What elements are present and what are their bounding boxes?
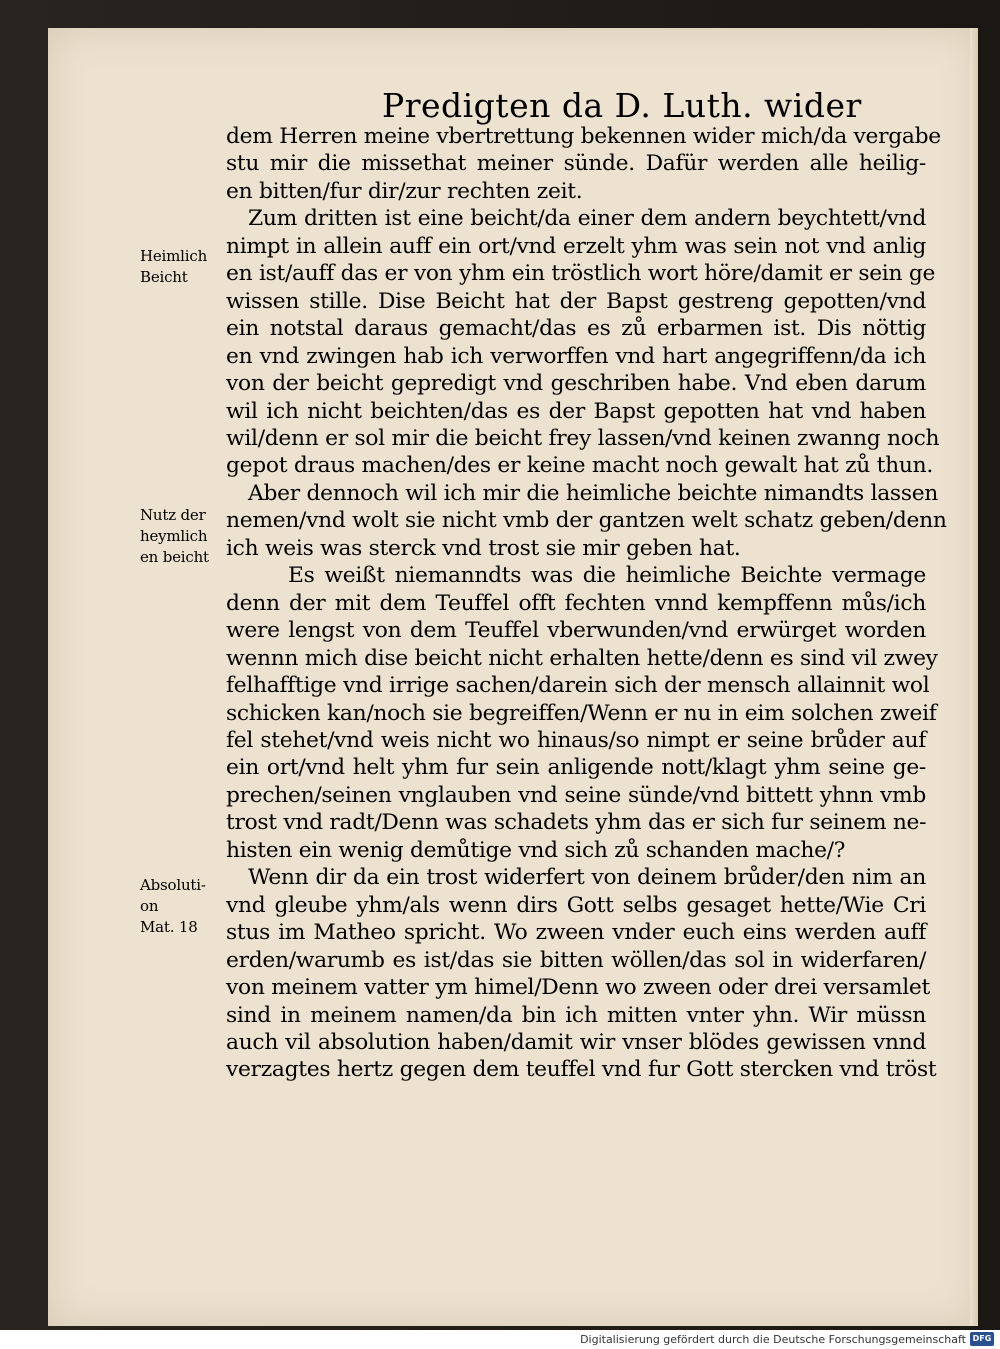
text-line: gepot draus machen/des er keine macht noch gewalt hat zů thun. xyxy=(226,453,933,479)
text-line: vnd gleube yhm/als wenn dirs Gott selbs gesaget hette/Wie Cri xyxy=(226,892,926,918)
text-line: sind in meinem namen/da bin ich mitten vnter yhn. Wir müssn xyxy=(226,1002,926,1028)
text-line: fel stehet/vnd weis nicht wo hinaus/so nimpt er seine brůder auf xyxy=(226,727,926,753)
text-line: wennn mich dise beicht nicht erhalten hette/denn es sind vil zwey xyxy=(226,645,938,671)
text-line: felhafftige vnd irrige sachen/darein sich der mensch allainnit wol xyxy=(226,673,930,699)
text-line: nemen/vnd wolt sie nicht vmb der gantzen welt schatz geben/denn xyxy=(226,508,947,534)
text-line: en ist/auff das er von yhm ein tröstlich wort höre/damit er sein ge xyxy=(226,261,936,287)
text-line: wissen stille. Dise Beicht hat der Bapst gestreng gepotten/vnd xyxy=(226,288,926,314)
text-line: stus im Matheo spricht. Wo zween vnder euch eins werden auff xyxy=(226,920,926,946)
marginal-line: heymlich xyxy=(140,527,208,545)
text-line: Wenn dir da ein trost widerfert von deinem brůder/den nim an xyxy=(248,865,926,891)
body-text xyxy=(226,123,947,1084)
text-line: von der beicht gepredigt vnd geschriben habe. Vnd eben darum xyxy=(226,371,926,397)
marginal-line: Absoluti- xyxy=(140,876,206,894)
footer-credit: Digitalisierung gefördert durch die Deutsche Forschungsgemeinschaft xyxy=(580,1333,966,1346)
text-line: erden/warumb es ist/das sie bitten wöllen/das sol in widerfaren/ xyxy=(226,947,926,973)
marginal-line: Nutz der xyxy=(140,506,206,524)
text-line: von meinem vatter ym himel/Denn wo zween oder drei versamlet xyxy=(226,975,930,1001)
text-line: prechen/seinen vnglauben vnd seine sünde/vnd bittett yhnn vmb xyxy=(226,782,926,808)
text-line: en bitten/fur dir/zur rechten zeit. xyxy=(226,178,583,204)
marginal-line: on xyxy=(140,897,159,915)
text-line: Aber dennoch wil ich mir die heimliche beichte nimandts lassen xyxy=(248,480,939,506)
text-line: en vnd zwingen hab ich verworffen vnd hart angegriffenn/da ich xyxy=(226,343,926,369)
text-line: wil ich nicht beichten/das es der Bapst gepotten hat vnd haben xyxy=(226,398,926,424)
text-line: Zum dritten ist eine beicht/da einer dem andern beychtett/vnd xyxy=(248,206,926,232)
text-line: stu mir die missethat meiner sünde. Dafür werden alle heilig- xyxy=(226,151,926,177)
text-line: wil/denn er sol mir die beicht frey lassen/vnd keinen zwanng noch xyxy=(226,425,940,451)
text-line: histen ein wenig demůtige vnd sich zů schanden mache/? xyxy=(226,837,846,863)
text-line: trost vnd radt/Denn was schadets yhm das er sich fur seinem ne- xyxy=(226,810,927,836)
text-line: schicken kan/noch sie begreiffen/Wenn er nu in eim solchen zweif xyxy=(226,700,937,726)
page-edge xyxy=(970,28,978,1326)
marginal-line: en beicht xyxy=(140,548,209,566)
marginal-line: Mat. 18 xyxy=(140,918,198,936)
marginal-note-nutz-der-beicht xyxy=(140,505,209,568)
text-line: ein ort/vnd helt yhm fur sein anligende nott/klagt yhm seine ge- xyxy=(226,755,926,781)
dfg-logo: DFG xyxy=(970,1332,994,1346)
marginal-note-heimlich-beicht xyxy=(140,246,207,288)
text-line: auch vil absolution haben/damit wir vnser blödes gewissen vnnd xyxy=(226,1029,926,1055)
text-line: nimpt in allein auff ein ort/vnd erzelt yhm was sein not vnd anlig xyxy=(226,233,926,259)
text-line: Es weißt niemanndts was die heimliche Beichte vermage xyxy=(288,563,926,589)
text-line: dem Herren meine vbertrettung bekennen wider mich/da vergabe xyxy=(226,124,941,149)
text-line: denn der mit dem Teuffel offt fechten vnnd kempffenn můs/ich xyxy=(226,590,926,616)
text-line: verzagtes hertz gegen dem teuffel vnd fur Gott stercken vnd tröst xyxy=(226,1057,937,1083)
text-line: ich weis was sterck vnd trost sie mir geben hat. xyxy=(226,535,741,561)
running-head: Predigten da D. Luth. wider xyxy=(382,86,862,125)
text-line: ein notstal daraus gemacht/das es zů erbarmen ist. Dis nöttig xyxy=(226,316,926,342)
marginal-line: Heimlich xyxy=(140,247,208,265)
marginal-note-absolution xyxy=(140,875,206,938)
text-line: were lengst von dem Teuffel vberwunden/vnd erwürget worden xyxy=(226,618,926,644)
marginal-line: Beicht xyxy=(140,268,188,286)
